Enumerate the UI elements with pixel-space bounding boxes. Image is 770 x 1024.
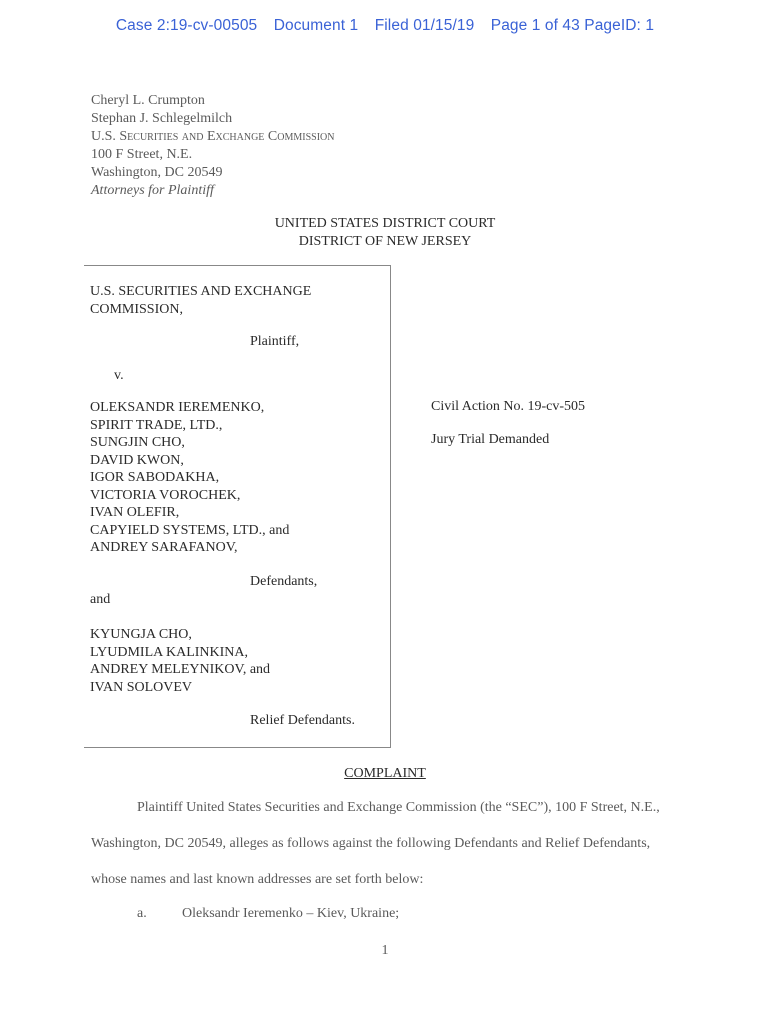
document-number: Document 1 (273, 17, 359, 34)
relief-defendant-name: IVAN SOLOVEV (90, 679, 193, 695)
attorney-role: Attorneys for Plaintiff (91, 183, 214, 198)
attorney-name: Stephan J. Schlegelmilch (91, 111, 233, 126)
attorney-organization: U.S. Securities and Exchange Commission (91, 129, 335, 144)
body-text-line: Washington, DC 20549, alleges as follows against the following Defendants and Relief Defendants, (91, 836, 651, 851)
page-number: 1 (381, 943, 389, 958)
relief-defendant-name: LYUDMILA KALINKINA, (90, 644, 249, 660)
defendant-name: CAPYIELD SYSTEMS, LTD., and (90, 522, 290, 538)
case-caption-box (84, 265, 391, 748)
defendant-name: SPIRIT TRADE, LTD., (90, 417, 223, 433)
relief-defendant-name: KYUNGJA CHO, (90, 627, 192, 642)
plaintiff-label: Plaintiff, (250, 334, 300, 349)
defendant-name: DAVID KWON, (90, 452, 184, 468)
relief-defendant-name: ANDREY MELEYNIKOV, and (90, 662, 271, 677)
plaintiff-name-line: U.S. SECURITIES AND EXCHANGE (90, 284, 312, 299)
filed-date: Filed 01/15/19 (374, 17, 475, 34)
case-number: Case 2:19-cv-00505 (115, 17, 258, 34)
defendant-name: ANDREY SARAFANOV, (90, 540, 238, 555)
body-text-line: Plaintiff United States Securities and Exchange Commission (the “SEC”), 100 F Street, N.E., (137, 800, 660, 815)
defendant-name: VICTORIA VOROCHEK, (90, 487, 241, 503)
attorney-city: Washington, DC 20549 (91, 165, 223, 180)
body-text-line: whose names and last known addresses are set forth below: (91, 872, 424, 887)
case-header (0, 17, 770, 35)
plaintiff-name (90, 283, 311, 318)
complaint-title: COMPLAINT (344, 766, 426, 781)
court-name: UNITED STATES DISTRICT COURT (274, 216, 496, 231)
attorney-street: 100 F Street, N.E. (91, 147, 193, 162)
caption-top-rule (84, 265, 390, 266)
jury-trial-demand: Jury Trial Demanded (431, 432, 550, 447)
court-heading (0, 215, 770, 251)
attorney-block (91, 92, 334, 200)
and-conjunction: and (90, 592, 111, 607)
defendants-list (90, 399, 289, 557)
defendants-label: Defendants, (250, 574, 318, 589)
defendant-name: SUNGJIN CHO, (90, 435, 185, 450)
defendant-name: IGOR SABODAKHA, (90, 470, 220, 485)
attorney-name: Cheryl L. Crumpton (91, 93, 205, 108)
page-id: Page 1 of 43 PageID: 1 (490, 17, 655, 34)
relief-defendants-label: Relief Defendants. (250, 713, 355, 728)
list-item-marker: a. (137, 906, 147, 921)
plaintiff-name-line: COMMISSION, (90, 301, 183, 317)
court-district: DISTRICT OF NEW JERSEY (298, 234, 472, 249)
civil-action-number: Civil Action No. 19-cv-505 (431, 399, 585, 414)
defendant-name: OLEKSANDR IEREMENKO, (90, 400, 265, 415)
defendant-name: IVAN OLEFIR, (90, 505, 180, 520)
relief-defendants-list (90, 626, 270, 696)
list-item-text: Oleksandr Ieremenko – Kiev, Ukraine; (182, 906, 400, 921)
versus: v. (114, 368, 124, 383)
